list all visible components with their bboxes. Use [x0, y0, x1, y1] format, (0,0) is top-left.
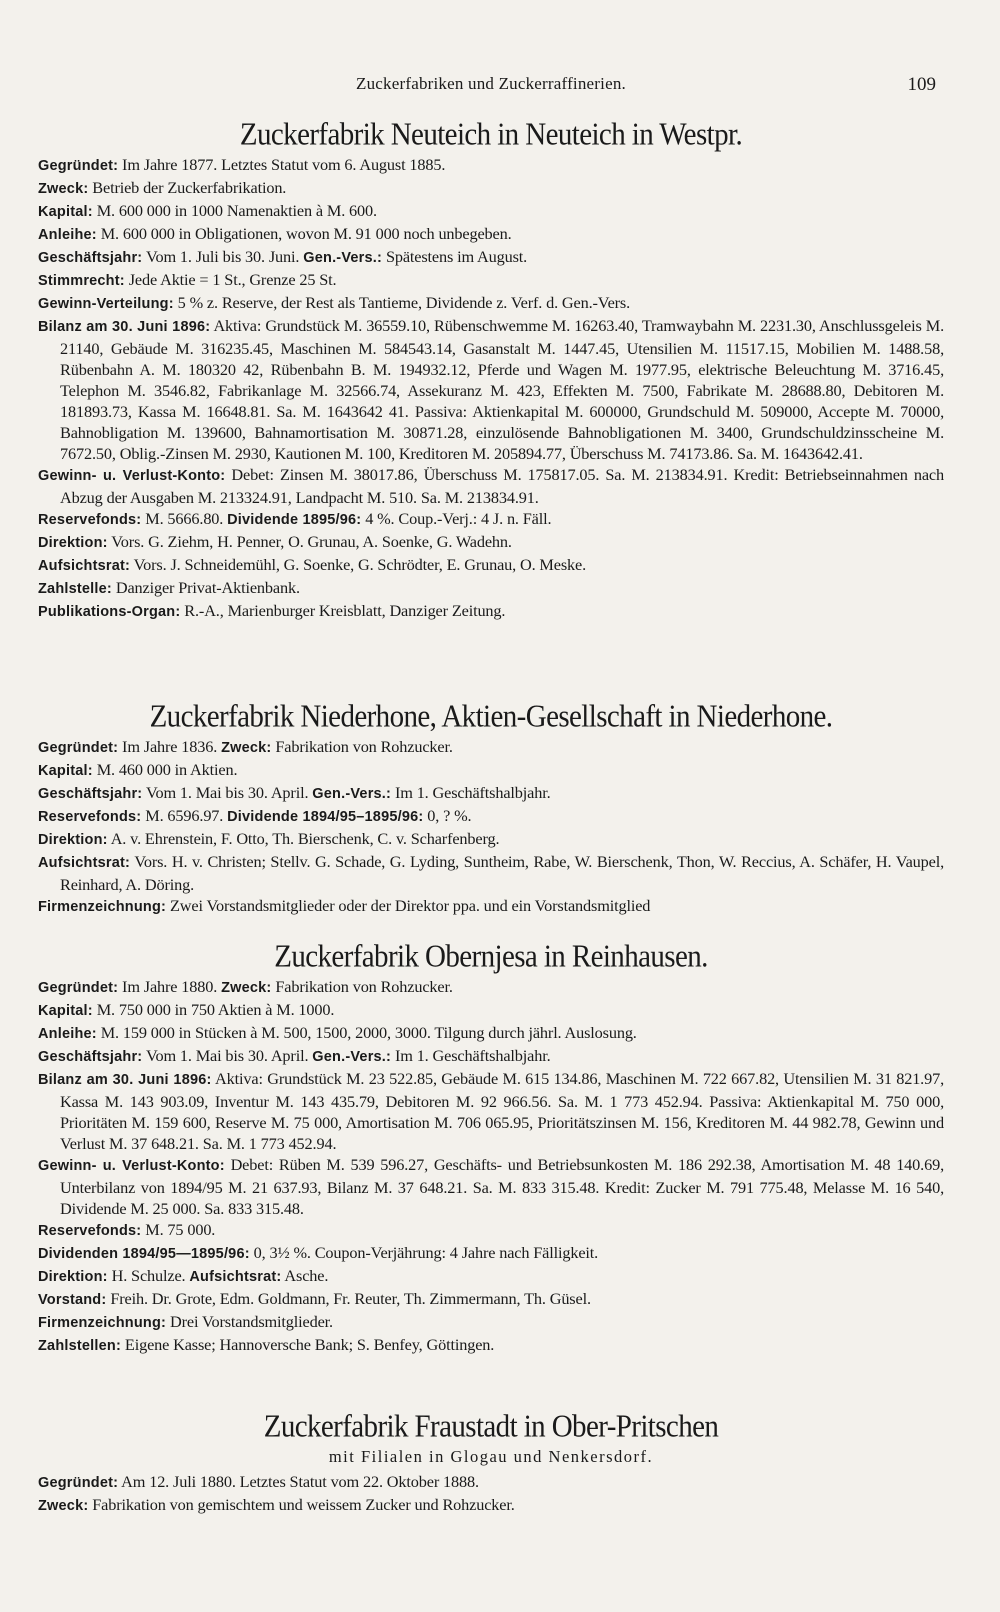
company-title: Zuckerfabrik Niederhone, Aktien-Gesellschaft in Niederhone. [149, 699, 833, 735]
entry-text: Debet: Zinsen M. 38017.86, Überschuss M. 175817.05. Sa. M. 213834.91. Kredit: Betriebseinnahmen nach Abzug der Ausgaben M. 213324.91, Landpacht M. 510. Sa. M. 213834.91. [60, 465, 944, 507]
entry-text: Zwei Vorstandsmitglieder oder der Direktor ppa. und ein Vorstandsmitglied [166, 896, 651, 915]
entry-paragraph [38, 223, 944, 246]
company-section [38, 700, 944, 918]
entry-paragraph [38, 976, 944, 999]
entry-label: Reservefonds: [38, 809, 142, 825]
entry-label: Anleihe: [38, 1026, 97, 1042]
entry-paragraph [38, 1265, 944, 1288]
entry-label: Zahlstelle: [38, 581, 112, 597]
entry-text: Aktiva: Grundstück M. 23 522.85, Gebäude M. 615 134.86, Maschinen M. 722 667.82, Utensilien M. 31 821.97, Kassa M. 143 903.09, Inventur M. 143 435.79, Debitoren M. 92 966.56. Sa. M. 1 773 452.94. Passiva: Aktienkapital M. 750 000, Prioritäten M. 159 600, Reserve M. 75 000, Amortisation M. 706 065.95, Prioritätszinsen M. 156, Kreditoren M. 44 982.78, Gewinn und Verlust M. 37 648.21. Sa. M. 1 773 452.94. [60, 1069, 945, 1153]
entry-text: M. 600 000 in Obligationen, wovon M. 91 000 noch unbegeben. [96, 224, 512, 243]
entry-paragraph [38, 154, 944, 177]
entry-paragraph [38, 759, 944, 782]
entry-text: M. 5666.80. [141, 509, 228, 528]
entry-label: Aufsichtsrat: [38, 558, 131, 574]
entry-text: M. 750 000 in 750 Aktien à M. 1000. [92, 1000, 335, 1019]
running-header [38, 74, 944, 98]
entry-label: Gewinn- u. Verlust-Konto: [38, 1158, 225, 1174]
entry-paragraph [38, 269, 944, 292]
entry-paragraph [38, 177, 944, 200]
entry-text: H. Schulze. [107, 1266, 190, 1285]
running-title: Zuckerfabriken und Zuckerraffinerien. [356, 74, 626, 93]
entry-label: Dividenden 1894/95—1895/96: [38, 1246, 250, 1262]
entry-paragraph [38, 1045, 944, 1068]
entry-text: Vors. H. v. Christen; Stellv. G. Schade, G. Lyding, Suntheim, Rabe, W. Bierschenk, Thon, W. Reccius, A. Schäfer, H. Vaupel, Reinhard, A. Döring. [60, 852, 944, 894]
entry-paragraph [38, 828, 944, 851]
entry-paragraph [38, 315, 944, 464]
entry-paragraph [38, 1334, 944, 1357]
entry-text: M. 75 000. [141, 1220, 216, 1239]
entry-label: Firmenzeichnung: [38, 1315, 167, 1331]
company-subtitle: mit Filialen in Glogau und Nenkersdorf. [328, 1447, 654, 1466]
entry-label: Gen.-Vers.: [312, 1049, 392, 1065]
entry-text: R.-A., Marienburger Kreisblatt, Danziger Zeitung. [180, 601, 506, 620]
entry-label: Kapital: [38, 204, 93, 220]
entry-label: Direktion: [38, 535, 108, 551]
entry-text: Im 1. Geschäftshalbjahr. [391, 1046, 551, 1065]
entry-text: Am 12. Juli 1880. Letztes Statut vom 22. Oktober 1888. [118, 1472, 479, 1491]
company-section [38, 1410, 944, 1517]
entry-paragraph [38, 1154, 944, 1219]
entry-label: Gegründet: [38, 740, 119, 756]
entry-paragraph [38, 464, 944, 508]
entry-paragraph [38, 1471, 944, 1494]
entry-text: Freih. Dr. Grote, Edm. Goldmann, Fr. Reuter, Th. Zimmermann, Th. Güsel. [106, 1289, 591, 1308]
entry-text: Vom 1. Juli bis 30. Juni. [142, 247, 304, 266]
entry-label: Gegründet: [38, 1475, 119, 1491]
entry-paragraph [38, 554, 944, 577]
entry-text: Vors. J. Schneidemühl, G. Soenke, G. Schrödter, E. Grunau, O. Meske. [130, 555, 587, 574]
entry-label: Gegründet: [38, 980, 119, 996]
entry-paragraph [38, 1288, 944, 1311]
entry-label: Gegründet: [38, 158, 119, 174]
entry-text: A. v. Ehrenstein, F. Otto, Th. Bierschenk, C. v. Scharfenberg. [107, 829, 500, 848]
entry-text: Drei Vorstandsmitglieder. [166, 1312, 333, 1331]
entry-paragraph [38, 782, 944, 805]
entry-text: Aktiva: Grundstück M. 36559.10, Rübenschwemme M. 16263.40, Tramwaybahn M. 2231.30, Anschlussgeleis M. 21140, Gebäude M. 316235.45, Maschinen M. 584543.14, Gasanstalt M. 1447.45, Utensilien M. 11517.15, Mobilien M. 1488.58, Rübenbahn A. M. 180320 42, Rübenbahn B. M. 194932.12, Pferde und Wagen M. 1977.95, elektrische Beleuchtung M. 3716.45, Telephon M. 3546.82, Fabrikanlage M. 32566.74, Assekuranz M. 423, Effekten M. 7500, Fabrikate M. 28688.80, Debitoren M. 181893.73, Kassa M. 16648.81. Sa. M. 1643642 41. Passiva: Aktienkapital M. 600000, Grundschuld M. 509000, Accepte M. 70000, Bahnobligation M. 139600, Bahnamortisation M. 30871.28, einzulösende Bahnobligationen M. 3400, Grundschuldzinsscheine M. 7672.50, Oblig.-Zinsen M. 2930, Kautionen M. 100, Kreditoren M. 205894.77, Überschuss M. 74173.86. Sa. M. 1643642.41. [60, 316, 944, 463]
entry-label: Kapital: [38, 1003, 93, 1019]
entry-text: Betrieb der Zuckerfabrikation. [88, 178, 287, 197]
entry-text: M. 460 000 in Aktien. [92, 760, 238, 779]
entry-paragraph [38, 1022, 944, 1045]
entry-label: Gen.-Vers.: [303, 250, 383, 266]
entry-label: Reservefonds: [38, 1223, 142, 1239]
entry-paragraph [38, 200, 944, 223]
entry-label: Geschäftsjahr: [38, 786, 143, 802]
company-title: Zuckerfabrik Neuteich in Neuteich in Westpr. [239, 117, 743, 153]
entry-label: Publikations-Organ: [38, 604, 181, 620]
entry-label: Aufsichtsrat: [38, 855, 131, 871]
entry-text: Debet: Rüben M. 539 596.27, Geschäfts- und Betriebsunkosten M. 186 292.38, Amortisation M. 48 140.69, Unterbilanz von 1894/95 M. 21 637.93, Bilanz M. 37 648.21. Sa. M. 833 315.48. Kredit: Zucker M. 791 775.48, Melasse M. 16 540, Dividende M. 25 000. Sa. 833 315.48. [60, 1155, 944, 1218]
entry-text: Fabrikation von Rohzucker. [271, 737, 453, 756]
entry-label: Bilanz am 30. Juni 1896: [38, 1072, 212, 1088]
entry-paragraph [38, 1242, 944, 1265]
entry-text: Asche. [281, 1266, 329, 1285]
entry-paragraph [38, 851, 944, 895]
entry-text: Vom 1. Mai bis 30. April. [142, 783, 313, 802]
entry-label: Gen.-Vers.: [312, 786, 392, 802]
entry-paragraph [38, 292, 944, 315]
company-section [38, 940, 944, 1357]
entry-label: Geschäftsjahr: [38, 1049, 143, 1065]
entry-text: Im Jahre 1877. Letztes Statut vom 6. August 1885. [118, 155, 446, 174]
company-section [38, 118, 944, 623]
entry-text: 0, ? %. [423, 806, 472, 825]
entry-label: Gewinn-Verteilung: [38, 296, 174, 312]
entry-paragraph [38, 895, 944, 918]
entry-label: Anleihe: [38, 227, 97, 243]
entry-label: Zweck: [221, 740, 272, 756]
entry-text: Spätestens im August. [382, 247, 528, 266]
entry-paragraph [38, 999, 944, 1022]
entry-text: Eigene Kasse; Hannoversche Bank; S. Benfey, Göttingen. [120, 1335, 495, 1354]
entry-text: M. 159 000 in Stücken à M. 500, 1500, 2000, 3000. Tilgung durch jährl. Auslosung. [96, 1023, 637, 1042]
entry-paragraph [38, 1219, 944, 1242]
entry-paragraph [38, 600, 944, 623]
entry-label: Zweck: [221, 980, 272, 996]
entry-paragraph [38, 1494, 944, 1517]
entry-paragraph [38, 577, 944, 600]
page-number: 109 [907, 74, 936, 95]
company-title: Zuckerfabrik Obernjesa in Reinhausen. [274, 939, 708, 975]
entry-label: Zahlstellen: [38, 1338, 121, 1354]
entry-label: Gewinn- u. Verlust-Konto: [38, 468, 226, 484]
entry-paragraph [38, 1068, 944, 1154]
entry-text: Danziger Privat-Aktienbank. [111, 578, 300, 597]
entry-text: Fabrikation von Rohzucker. [271, 977, 453, 996]
entry-text: 4 %. Coup.-Verj.: 4 J. n. Fäll. [361, 509, 552, 528]
entry-text: Vom 1. Mai bis 30. April. [142, 1046, 313, 1065]
entry-text: Im Jahre 1880. [118, 977, 222, 996]
entry-paragraph [38, 246, 944, 269]
entry-label: Stimmrecht: [38, 273, 125, 289]
company-title: Zuckerfabrik Fraustadt in Ober-Pritschen [263, 1409, 719, 1445]
entry-paragraph [38, 736, 944, 759]
entry-text: Im Jahre 1836. [118, 737, 222, 756]
entry-label: Kapital: [38, 763, 93, 779]
entry-text: Vors. G. Ziehm, H. Penner, O. Grunau, A. Soenke, G. Wadehn. [107, 532, 512, 551]
entry-text: M. 6596.97. [141, 806, 228, 825]
entry-text: Im 1. Geschäftshalbjahr. [391, 783, 551, 802]
entry-label: Direktion: [38, 1269, 108, 1285]
entry-label: Aufsichtsrat: [189, 1269, 282, 1285]
entry-label: Dividende 1894/95–1895/96: [227, 809, 424, 825]
entry-label: Direktion: [38, 832, 108, 848]
entry-paragraph [38, 508, 944, 531]
entry-paragraph [38, 805, 944, 828]
entry-label: Reservefonds: [38, 512, 142, 528]
entry-text: 0, 3½ %. Coupon-Verjährung: 4 Jahre nach Fälligkeit. [249, 1243, 599, 1262]
entry-text: M. 600 000 in 1000 Namenaktien à M. 600. [92, 201, 377, 220]
entry-text: Jede Aktie = 1 St., Grenze 25 St. [124, 270, 337, 289]
entry-label: Zweck: [38, 181, 89, 197]
entry-text: 5 % z. Reserve, der Rest als Tantieme, Dividende z. Verf. d. Gen.-Vers. [173, 293, 631, 312]
entry-label: Dividende 1895/96: [227, 512, 362, 528]
entry-label: Zweck: [38, 1498, 89, 1514]
entry-label: Geschäftsjahr: [38, 250, 143, 266]
entry-text: Fabrikation von gemischtem und weissem Zucker und Rohzucker. [88, 1495, 515, 1514]
entry-paragraph [38, 531, 944, 554]
entry-label: Bilanz am 30. Juni 1896: [38, 319, 211, 335]
entry-label: Vorstand: [38, 1292, 107, 1308]
entry-paragraph [38, 1311, 944, 1334]
entry-label: Firmenzeichnung: [38, 899, 167, 915]
